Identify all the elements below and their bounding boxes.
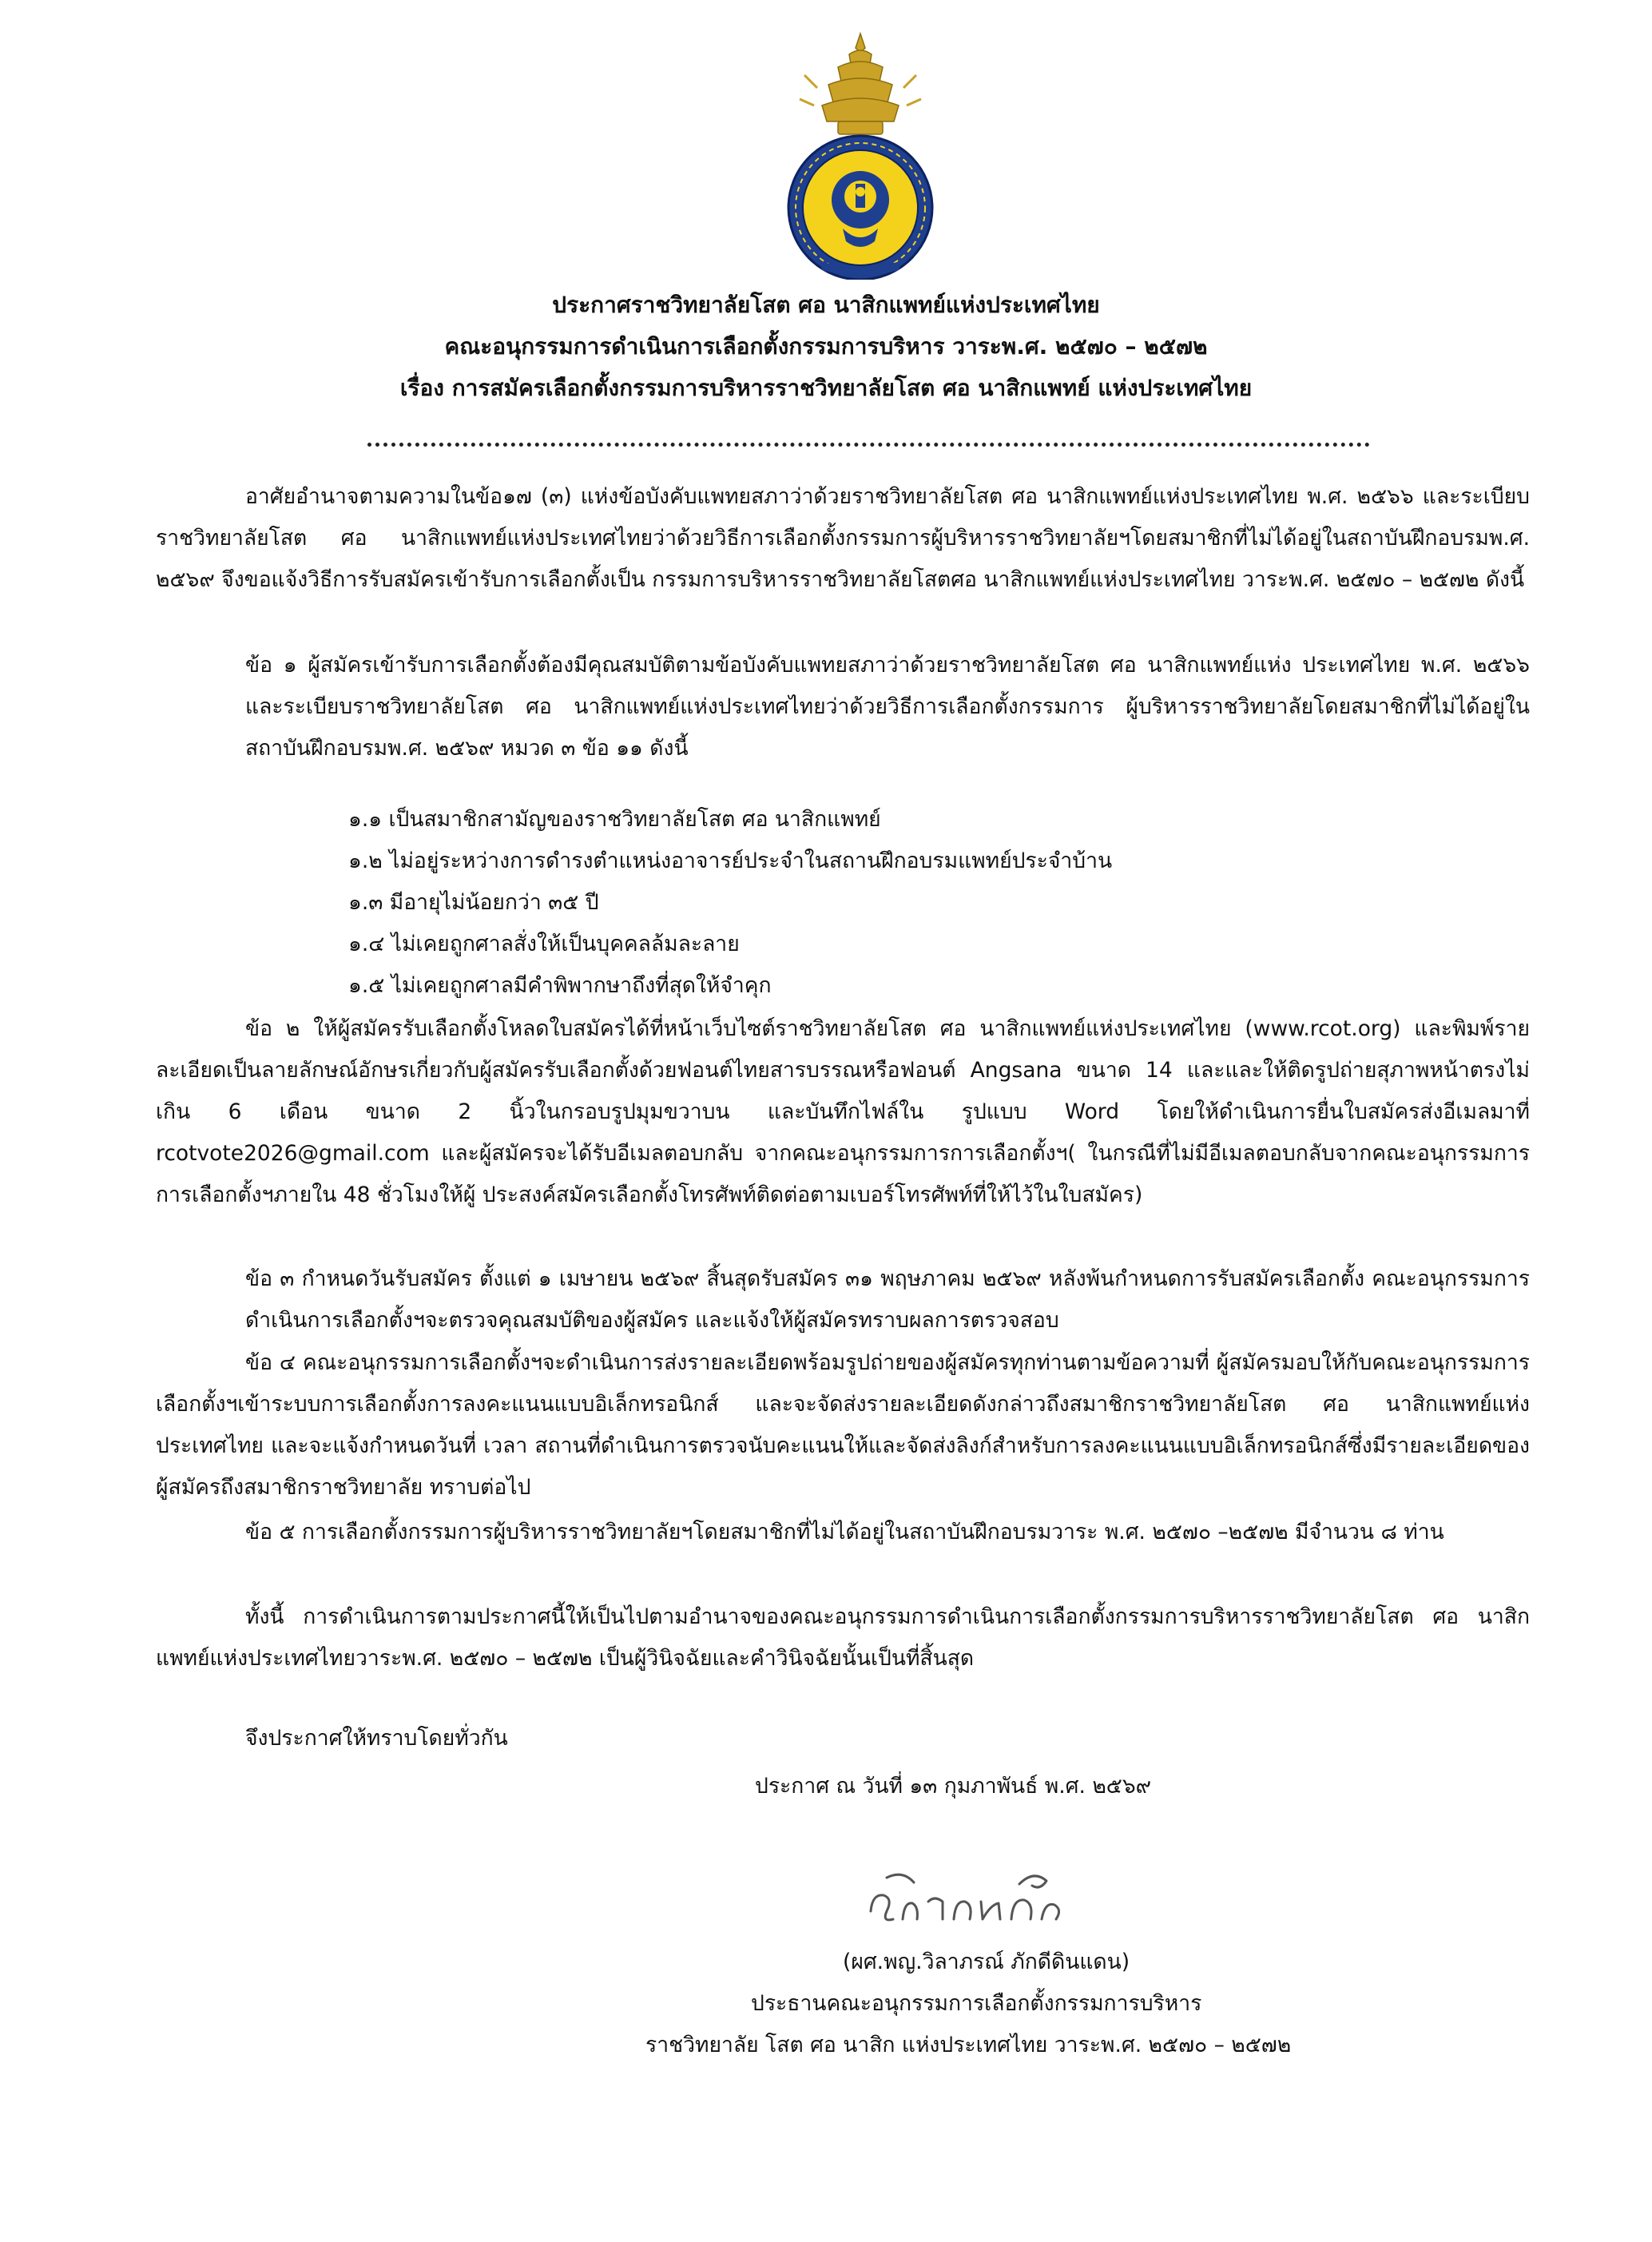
qualification-item-5: ๑.๕ ไม่เคยถูกศาลมีคำพิพากษาถึงที่สุดให้จำคุก [348,973,772,998]
clause-2-paragraph: ข้อ ๒ ให้ผู้สมัครรับเลือกตั้งโหลดใบสมัครได้ที่หน้าเว็บไซต์ราชวิทยาลัยโสต ศอ นาสิกแพทย์แห่งประเทศไทย (www.rcot.org) และพิมพ์รายละเอียดเป็นลายลักษณ์อักษรเกี่ยวกับผู้สมัครรับเลือกตั้งด้วยฟอนต์ไทยสารบรรณหรือฟอนต์ Angsana ขนาด 14 และและให้ติดรูปถ่ายสุภาพหน้าตรงไม่เกิน 6 เดือน ขนาด 2 นิ้วในกรอบรูปมุมขวาบน และบันทึกไฟล์ใน รูปแบบ Word โดยให้ดำเนินการยื่นใบสมัครส่งอีเมลมาที่ rcotvote2026@gmail.com และผู้สมัครจะได้รับอีเมลตอบกลับ จากคณะอนุกรรมการการเลือกตั้งฯ( ในกรณีที่ไม่มีอีเมลตอบกลับจากคณะอนุกรรมการการเลือกตั้งฯภายใน 48 ชั่วโมงให้ผู้ ประสงค์สมัครเลือกตั้งโทรศัพท์ติดต่อตามเบอร์โทรศัพท์ที่ให้ไว้ในใบสมัคร) [156,1016,1530,1207]
title-line-1: ประกาศราชวิทยาลัยโสต ศอ นาสิกแพทย์แห่งประเทศไทย [552,292,1100,318]
announcement-title [144,284,1508,409]
handwritten-signature [855,1846,1078,1942]
qualification-item-1: ๑.๑ เป็นสมาชิกสามัญของราชวิทยาลัยโสต ศอ นาสิกแพทย์ [348,807,881,832]
announce-text: จึงประกาศให้ทราบโดยทั่วกัน [245,1726,508,1751]
title-line-2: คณะอนุกรรมการดำเนินการเลือกตั้งกรรมการบริหาร วาระพ.ศ. ๒๕๗๐ – ๒๕๗๒ [444,333,1208,360]
signatory-position: ประธานคณะอนุกรรมการเลือกตั้งกรรมการบริหาร [751,1991,1202,2016]
signatory-position-organization: ราชวิทยาลัย โสต ศอ นาสิก แห่งประเทศไทย วาระพ.ศ. ๒๕๗๐ – ๒๕๗๒ [645,2033,1292,2057]
signatory-name: (ผศ.พญ.วิลาภรณ์ ภักดีดินแดน) [843,1950,1130,1974]
clause-1-paragraph: ข้อ ๑ ผู้สมัครเข้ารับการเลือกตั้งต้องมีคุณสมบัติตามข้อบังคับแพทยสภาว่าด้วยราชวิทยาลัยโสต ศอ นาสิกแพทย์แห่ง ประเทศไทย พ.ศ. ๒๕๖๖ และระเบียบราชวิทยาลัยโสต ศอ นาสิกแพทย์แห่งประเทศไทยว่าด้วยวิธีการเลือกตั้งกรรมการ ผู้บริหารราชวิทยาลัยโดยสมาชิกที่ไม่ได้อยู่ในสถาบันฝึกอบรมพ.ศ. ๒๕๖๙ หมวด ๓ ข้อ ๑๑ ดังนี้ [245,653,1530,761]
qualification-item-4: ๑.๔ ไม่เคยถูกศาลสั่งให้เป็นบุคคลล้มละลาย [348,932,740,956]
title-line-3: เรื่อง การสมัครเลือกตั้งกรรมการบริหารราชวิทยาลัยโสต ศอ นาสิกแพทย์ แห่งประเทศไทย [399,375,1253,401]
intro-paragraph: อาศัยอำนาจตามความในข้อ๑๗ (๓) แห่งข้อบังคับแพทยสภาว่าด้วยราชวิทยาลัยโสต ศอ นาสิกแพทย์แห่งประเทศไทย พ.ศ. ๒๕๖๖ และระเบียบราชวิทยาลัยโสต ศอ นาสิกแพทย์แห่งประเทศไทยว่าด้วยวิธีการเลือกตั้งกรรมการผู้บริหารราชวิทยาลัยฯโดยสมาชิกที่ไม่ได้อยู่ในสถาบันฝึกอบรมพ.ศ. ๒๕๖๙ จึงขอแจ้งวิธีการรับสมัครเข้ารับการเลือกตั้งเป็น กรรมการบริหารราชวิทยาลัยโสตศอ นาสิกแพทย์แห่งประเทศไทย วาระพ.ศ. ๒๕๗๐ – ๒๕๗๒ ดังนี้ [156,484,1530,592]
qualification-item-3: ๑.๓ มีอายุไม่น้อยกว่า ๓๕ ปี [348,890,599,915]
dotted-divider [367,438,1370,447]
clause-4-paragraph: ข้อ ๔ คณะอนุกรรมการเลือกตั้งฯจะดำเนินการส่งรายละเอียดพร้อมรูปถ่ายของผู้สมัครทุกท่านตามข้อความที่ ผู้สมัครมอบให้กับคณะอนุกรรมการเลือกตั้งฯเข้าระบบการเลือกตั้งการลงคะแนนแบบอิเล็กทรอนิกส์ และจะจัดส่งรายละเอียดดังกล่าวถึงสมาชิกราชวิทยาลัยโสต ศอ นาสิกแพทย์แห่งประเทศไทย และจะแจ้งกำหนดวันที่ เวลา สถานที่ดำเนินการตรวจนับคะแนนให้และจัดส่งลิงก์สำหรับการลงคะแนนแบบอิเล็กทรอนิกส์ซึ่งมีรายละเอียดของผู้สมัครถึงสมาชิกราชวิทยาลัย ทราบต่อไป [156,1350,1530,1500]
college-logo-icon [782,32,939,280]
announcement-date: ประกาศ ณ วันที่ ๑๓ กุมภาพันธ์ พ.ศ. ๒๕๖๙ [755,1774,1152,1799]
clause-5-paragraph: ข้อ ๕ การเลือกตั้งกรรมการผู้บริหารราชวิทยาลัยฯโดยสมาชิกที่ไม่ได้อยู่ในสถาบันฝึกอบรมวาระ พ.ศ. ๒๕๗๐ –๒๕๗๒ มีจำนวน ๘ ท่าน [245,1520,1444,1544]
final-paragraph: ทั้งนี้ การดำเนินการตามประกาศนี้ให้เป็นไปตามอำนาจของคณะอนุกรรมการดำเนินการเลือกตั้งกรรมการบริหารราชวิทยาลัยโสต ศอ นาสิกแพทย์แห่งประเทศไทยวาระพ.ศ. ๒๕๗๐ – ๒๕๗๒ เป็นผู้วินิจฉัยและคำวินิจฉัยนั้นเป็นที่สิ้นสุด [156,1604,1530,1671]
clause-3-paragraph: ข้อ ๓ กำหนดวันรับสมัคร ตั้งแต่ ๑ เมษายน ๒๕๖๙ สิ้นสุดรับสมัคร ๓๑ พฤษภาคม ๒๕๖๙ หลังพ้นกำหนดการรับสมัครเลือกตั้ง คณะอนุกรรมการดำเนินการเลือกตั้งฯจะตรวจคุณสมบัติของผู้สมัคร และแจ้งให้ผู้สมัครทราบผลการตรวจสอบ [245,1266,1530,1333]
qualification-item-2: ๑.๒ ไม่อยู่ระหว่างการดำรงตำแหน่งอาจารย์ประจำในสถานฝึกอบรมแพทย์ประจำบ้าน [348,849,1113,873]
